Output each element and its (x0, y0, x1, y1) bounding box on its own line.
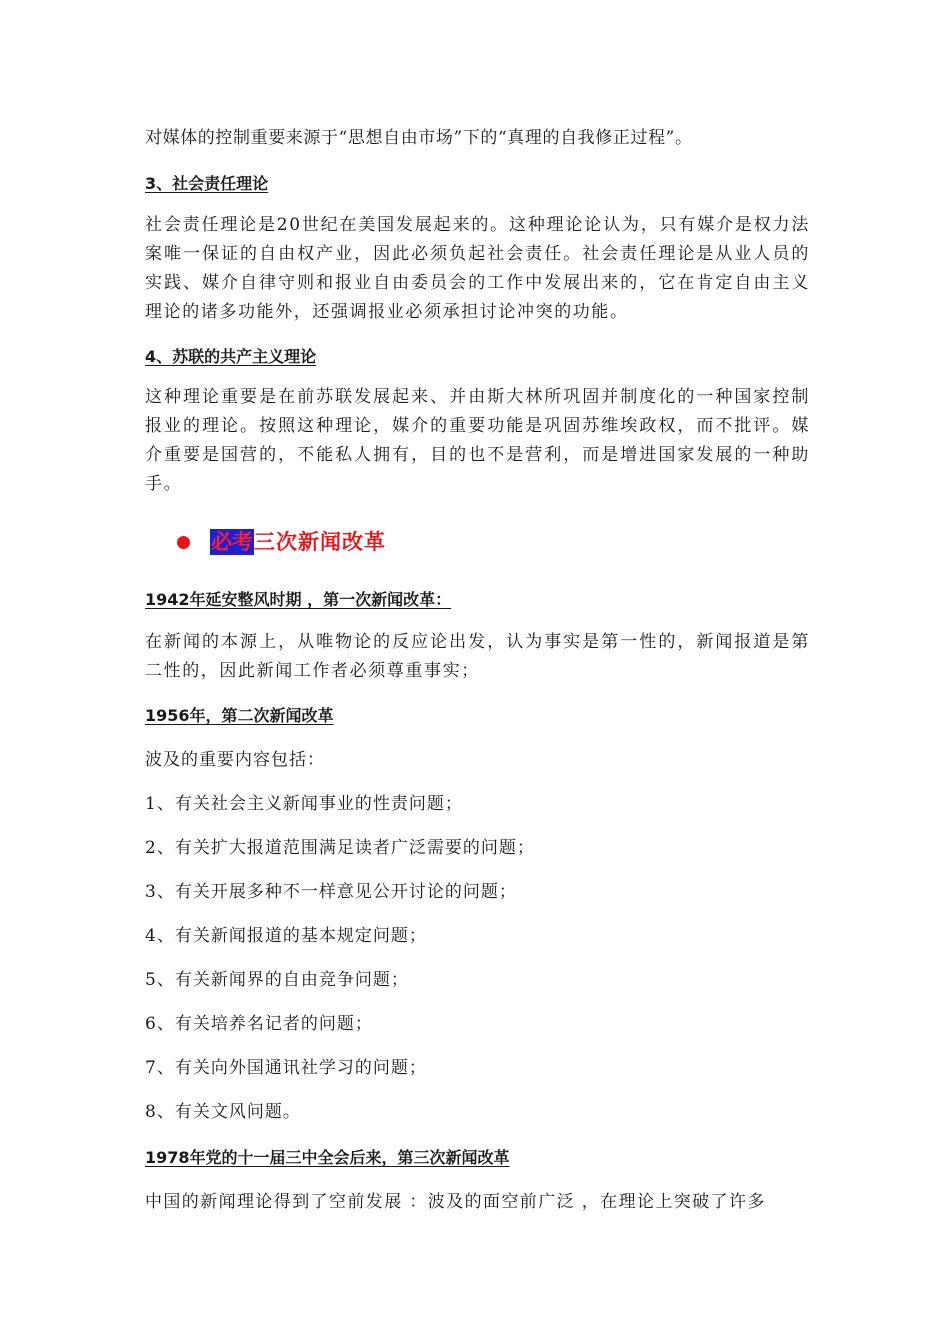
reform2-item: 4、有关新闻报道的基本规定问题； (145, 926, 427, 946)
reform2-item: 5、有关新闻界的自由竞争问题； (145, 970, 409, 990)
section-body-social-responsibility: 社会责任理论是20世纪在美国发展起来的。这种理论论认为，只有媒介是权力法案唯一保证的自由权产业，因此必须负起社会责任。社会责任理论是从业人员的实践、媒介自律守则和报业自由委员会的工作中发展出来的，它在肯定自由主义理论的诸多功能外，还强调报业必须承担讨论冲突的功能。 (145, 215, 810, 322)
section-heading-social-responsibility: 3、社会责任理论 (145, 174, 269, 193)
reform3-body: 中国的新闻理论得到了空前发展 ：波及的面空前广泛 ，在理论上突破了许多 (145, 1192, 766, 1212)
reform1-body: 在新闻的本源上，从唯物论的反应论出发，认为事实是第一性的，新闻报道是第二性的，因此新闻工作者必须尊重事实； (145, 632, 810, 681)
reform2-heading: 1956年，第二次新闻改革 (145, 706, 334, 725)
bullet-dot-icon (177, 536, 190, 549)
section-body-soviet-theory: 这种理论重要是在前苏联发展起来、并由斯大林所巩固并制度化的一种国家控制报业的理论。按照这种理论，媒介的重要功能是巩固苏维埃政权，而不批评。媒介重要是国营的，不能私人拥有，目的也不是营利，而是增进国家发展的一种助手。 (145, 387, 810, 494)
reform2-item: 1、有关社会主义新闻事业的性责问题； (145, 794, 463, 814)
reform3-heading: 1978年党的十一届三中全会后来，第三次新闻改革 (145, 1148, 510, 1167)
reform1-heading: 1942年延安整风时期 ，第一次新闻改革： (145, 590, 452, 609)
reform2-item: 2、有关扩大报道范围满足读者广泛需要的问题； (145, 838, 535, 858)
reform2-item: 3、有关开展多种不一样意见公开讨论的问题； (145, 882, 517, 902)
bullet-title: 三次新闻改革 (254, 529, 386, 554)
bullet-heading-news-reforms (177, 525, 386, 559)
reform2-intro: 波及的重要内容包括： (145, 750, 325, 770)
must-test-tag: 必考 (211, 529, 253, 554)
reform2-item: 8、有关文风问题。 (145, 1102, 301, 1122)
reform2-item: 7、有关向外国通讯社学习的问题； (145, 1058, 427, 1078)
intro-line: 对媒体的控制重要来源于“思想自由市场”下的“真理的自我修正过程”。 (145, 128, 693, 148)
reform2-item: 6、有关培养名记者的问题； (145, 1014, 373, 1034)
section-heading-soviet-theory: 4、苏联的共产主义理论 (145, 347, 317, 366)
